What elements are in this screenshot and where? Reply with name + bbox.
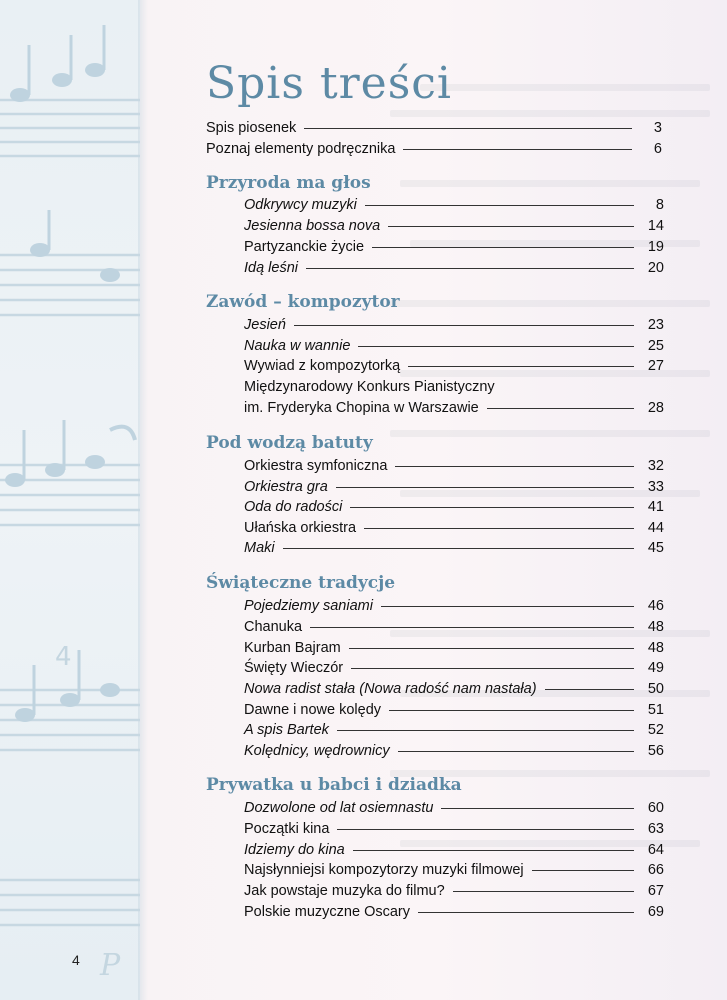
toc-entry-page: 52 — [647, 722, 664, 738]
toc-entry[interactable] — [244, 317, 664, 337]
toc-entry-page: 60 — [647, 800, 664, 816]
toc-entry-page: 66 — [647, 862, 664, 878]
toc-entry-label: Jesienna bossa nova — [244, 218, 381, 234]
toc-entry[interactable] — [244, 499, 664, 519]
toc-entry-label: Spis piosenek — [206, 120, 297, 136]
toc-entry-label: Poznaj elementy podręcznika — [206, 141, 396, 157]
toc-entry-label: Chanuka — [244, 619, 303, 635]
toc-entry[interactable] — [244, 218, 664, 238]
toc-entry-page: 33 — [647, 479, 664, 495]
toc-entry[interactable] — [244, 800, 664, 820]
leader-line — [349, 648, 634, 649]
leader-line — [441, 808, 634, 809]
toc-entry[interactable] — [244, 197, 664, 217]
section-title: Prywatka u babci i dziadka — [206, 775, 462, 795]
toc-entry-label: Maki — [244, 540, 275, 556]
toc-entry[interactable] — [244, 479, 664, 499]
toc-entry-page: 56 — [647, 743, 664, 759]
toc-entry-label: Początki kina — [244, 821, 330, 837]
toc-entry-page: 14 — [647, 218, 664, 234]
leader-line — [453, 891, 634, 892]
leader-line — [336, 487, 634, 488]
toc-entry-label: Orkiestra symfoniczna — [244, 458, 388, 474]
toc-entry-label: Międzynarodowy Konkurs Pianistyczny — [244, 379, 495, 395]
leader-line — [351, 668, 634, 669]
toc-entry[interactable] — [244, 400, 664, 420]
leader-line — [398, 751, 634, 752]
leader-line — [389, 710, 634, 711]
toc-entry-line1[interactable] — [244, 379, 664, 399]
toc-entry-label: Odkrywcy muzyki — [244, 197, 357, 213]
toc-entry-page: 46 — [647, 598, 664, 614]
section-title: Zawód – kompozytor — [206, 292, 400, 312]
toc-entry-label: Jak powstaje muzyka do filmu? — [244, 883, 445, 899]
toc-entry-label: Kolędnicy, wędrownicy — [244, 743, 390, 759]
toc-entry[interactable] — [244, 338, 664, 358]
leader-line — [545, 689, 634, 690]
leader-line — [283, 548, 634, 549]
toc-entry[interactable] — [244, 660, 664, 680]
leader-line — [418, 912, 634, 913]
toc-entry-label: Pojedziemy saniami — [244, 598, 373, 614]
music-notation-decoration — [0, 0, 140, 1000]
toc-entry-label: Polskie muzyczne Oscary — [244, 904, 410, 920]
toc-entry-label: Jesień — [244, 317, 286, 333]
toc-entry-label: Dawne i nowe kolędy — [244, 702, 382, 718]
toc-entry-page: 48 — [647, 619, 664, 635]
toc-entry-page: 69 — [647, 904, 664, 920]
toc-entry[interactable] — [244, 358, 664, 378]
page-title: Spis treści — [206, 58, 452, 109]
toc-entry[interactable] — [244, 260, 664, 280]
toc-entry[interactable] — [244, 904, 664, 924]
leader-line — [337, 730, 634, 731]
section-title: Świąteczne tradycje — [206, 573, 396, 593]
toc-entry-page: 6 — [653, 141, 662, 157]
toc-entry[interactable] — [244, 722, 664, 742]
toc-entry-page: 41 — [647, 499, 664, 515]
toc-entry[interactable] — [206, 141, 662, 161]
toc-entry-page: 23 — [647, 317, 664, 333]
toc-entry[interactable] — [244, 520, 664, 540]
toc-entry-page: 63 — [647, 821, 664, 837]
toc-entry[interactable] — [244, 842, 664, 862]
toc-entry-page: 20 — [647, 260, 664, 276]
toc-entry-label: Idziemy do kina — [244, 842, 345, 858]
section-title: Pod wodzą batuty — [206, 433, 373, 453]
svg-text:4: 4 — [55, 642, 72, 672]
toc-entry[interactable] — [244, 619, 664, 639]
leader-line — [381, 606, 634, 607]
leader-line — [306, 268, 634, 269]
leader-line — [337, 829, 634, 830]
toc-entry[interactable] — [244, 883, 664, 903]
toc-entry-page: 8 — [655, 197, 664, 213]
toc-entry-label: Kurban Bajram — [244, 640, 341, 656]
leader-line — [403, 149, 632, 150]
leader-line — [532, 870, 634, 871]
toc-entry[interactable] — [244, 743, 664, 763]
toc-entry[interactable] — [244, 821, 664, 841]
toc-entry-page: 44 — [647, 520, 664, 536]
toc-entry[interactable] — [244, 681, 664, 701]
toc-entry-page: 51 — [647, 702, 664, 718]
toc-entry-page: 50 — [647, 681, 664, 697]
toc-entry[interactable] — [244, 458, 664, 478]
toc-entry[interactable] — [244, 702, 664, 722]
toc-entry-label: Nauka w wannie — [244, 338, 351, 354]
toc-entry-page: 48 — [647, 640, 664, 656]
toc-entry-label: Oda do radości — [244, 499, 343, 515]
toc-entry-label: Ułańska orkiestra — [244, 520, 357, 536]
toc-entry-label: Nowa radist stała (Nowa radość nam nastała) — [244, 681, 537, 697]
toc-entry[interactable] — [244, 640, 664, 660]
leader-line — [304, 128, 632, 129]
toc-entry[interactable] — [244, 598, 664, 618]
leader-line — [372, 247, 634, 248]
toc-entry-label: A spis Bartek — [244, 722, 329, 738]
toc-entry[interactable] — [244, 862, 664, 882]
toc-entry-page: 19 — [647, 239, 664, 255]
toc-entry-page: 64 — [647, 842, 664, 858]
svg-text:P: P — [100, 948, 121, 983]
toc-entry-label: Najsłynniejsi kompozytorzy muzyki filmowej — [244, 862, 524, 878]
toc-entry-label: Partyzanckie życie — [244, 239, 365, 255]
leader-line — [364, 528, 634, 529]
toc-entry-page: 45 — [647, 540, 664, 556]
toc-entry-label: Dozwolone od lat osiemnastu — [244, 800, 434, 816]
leader-line — [310, 627, 634, 628]
toc-entry-label: Wywiad z kompozytorką — [244, 358, 401, 374]
page-number: 4 — [72, 952, 80, 968]
toc-entry-label: Święty Wieczór — [244, 660, 344, 676]
leader-line — [408, 366, 634, 367]
toc-entry-page: 28 — [647, 400, 664, 416]
toc-entry-label: Orkiestra gra — [244, 479, 328, 495]
toc-entry-page: 27 — [647, 358, 664, 374]
toc-entry[interactable] — [244, 540, 664, 560]
leader-line — [294, 325, 634, 326]
toc-entry-page: 49 — [647, 660, 664, 676]
leader-line — [350, 507, 634, 508]
leader-line — [358, 346, 634, 347]
leader-line — [353, 850, 634, 851]
toc-entry-page: 67 — [647, 883, 664, 899]
toc-entry-page: 25 — [647, 338, 664, 354]
leader-line — [487, 408, 634, 409]
strip-edge — [138, 0, 148, 1000]
leader-line — [365, 205, 634, 206]
toc-entry-page: 32 — [647, 458, 664, 474]
toc-entry-label-continued: im. Fryderyka Chopina w Warszawie — [244, 400, 479, 416]
toc-entry-page: 3 — [653, 120, 662, 136]
toc-entry-label: Idą leśni — [244, 260, 299, 276]
leader-line — [388, 226, 634, 227]
toc-entry[interactable] — [206, 120, 662, 140]
section-title: Przyroda ma głos — [206, 173, 371, 193]
leader-line — [395, 466, 634, 467]
toc-entry[interactable] — [244, 239, 664, 259]
